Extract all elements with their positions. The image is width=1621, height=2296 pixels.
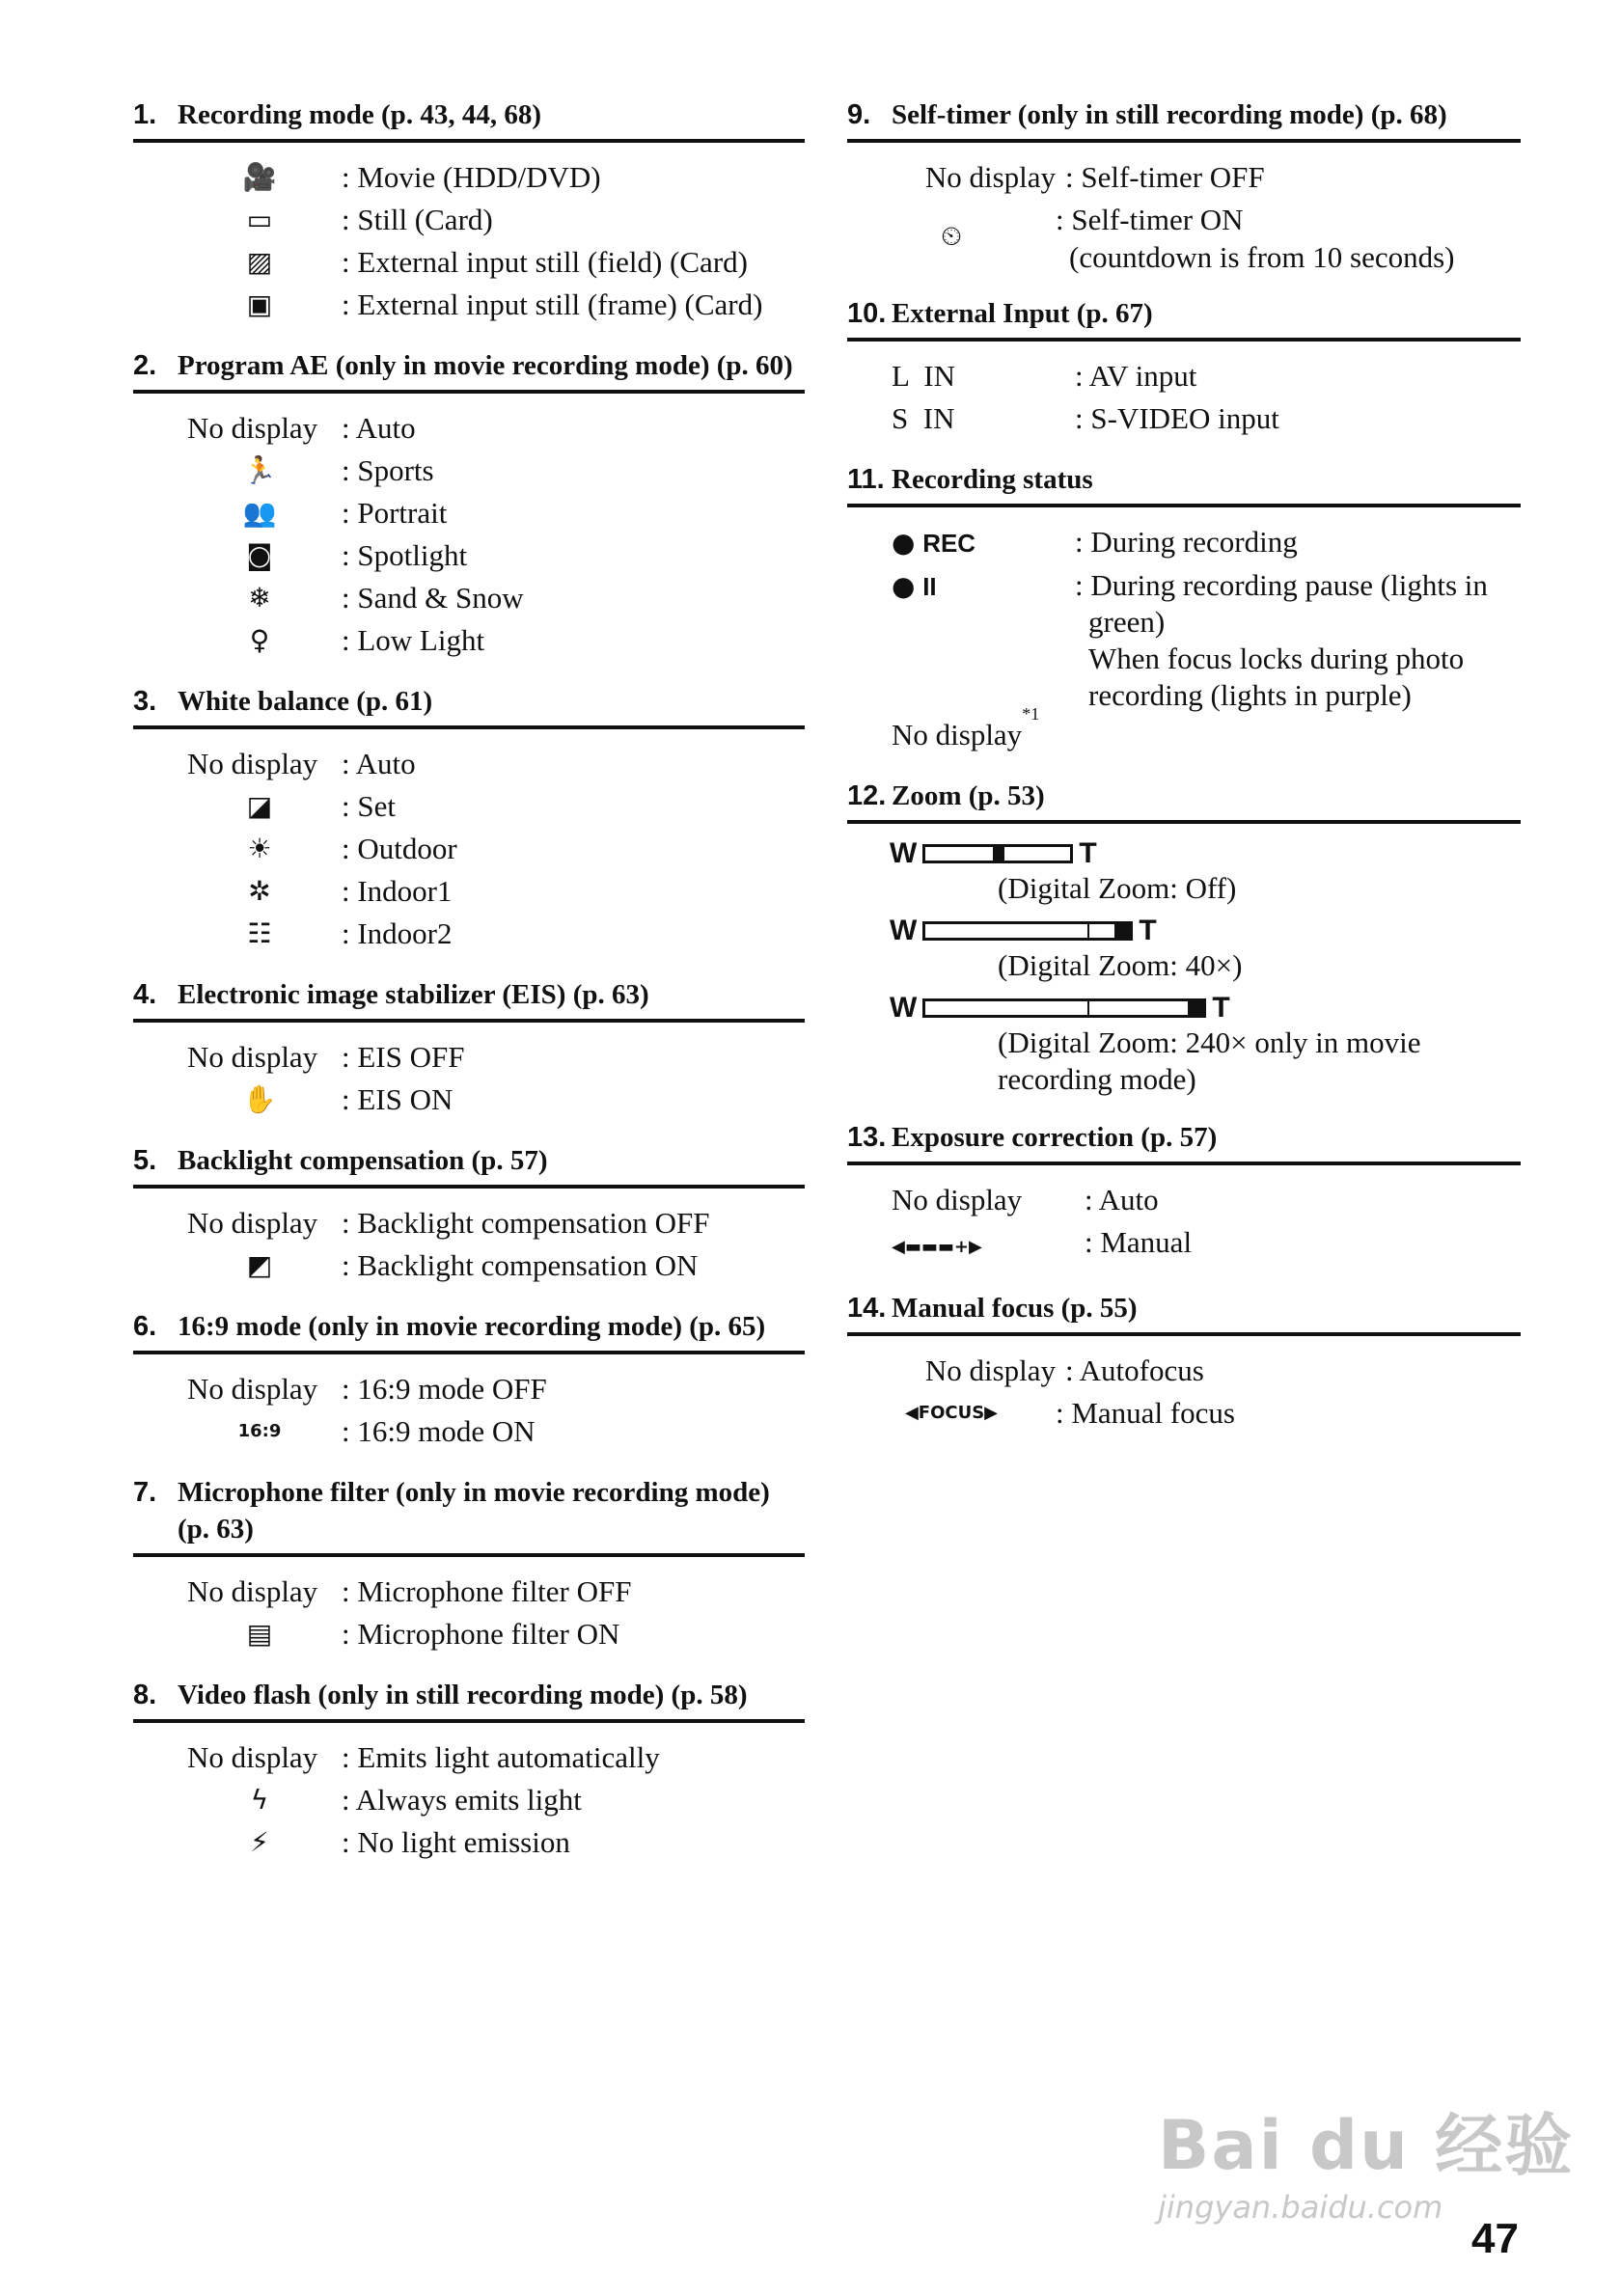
item-value: : Sand & Snow — [342, 581, 524, 615]
zoom-bar — [922, 921, 1133, 941]
item-key: L IN — [892, 359, 955, 393]
item-value: : Sports — [342, 453, 434, 487]
item-key: No display — [187, 1372, 318, 1406]
item-value: : During recording — [1075, 525, 1298, 559]
external-still-field-icon: ▨ — [246, 246, 273, 278]
item-key: No display — [187, 1574, 318, 1608]
item-value: : 16:9 mode ON — [342, 1414, 536, 1448]
wb-set-icon: ◪ — [246, 790, 273, 822]
section-title: Program AE (only in movie recording mode) (p. 60) — [178, 350, 793, 381]
section-8 — [133, 1677, 805, 1864]
item-value: : Backlight compensation OFF — [342, 1206, 710, 1240]
item-key: No display — [187, 1206, 318, 1240]
list-item — [847, 564, 1521, 714]
item-value: : During recording pause (lights in — [1075, 568, 1488, 602]
list-item — [133, 1368, 805, 1410]
item-value: : Manual focus — [1056, 1396, 1235, 1430]
section-title: 16:9 mode (only in movie recording mode) (p. 65) — [178, 1311, 766, 1342]
list-item — [133, 870, 805, 913]
list-item — [847, 156, 1521, 199]
flash-off-icon: ⚡ — [250, 1826, 269, 1858]
item-value: : EIS OFF — [342, 1040, 465, 1074]
item-value: : S-VIDEO input — [1075, 401, 1279, 435]
section-title: Manual focus (p. 55) — [892, 1293, 1138, 1324]
section-header — [133, 347, 805, 394]
indoor2-fluorescent-icon: ☷ — [247, 917, 272, 949]
flash-on-icon: ϟ — [250, 1784, 269, 1816]
item-value: : Set — [342, 789, 396, 823]
spotlight-icon: ◙ — [246, 539, 273, 571]
section-header — [133, 1474, 805, 1557]
rec-label: REC — [922, 529, 976, 558]
item-value: : Self-timer ON — [1056, 203, 1244, 236]
record-dot-icon: ● — [892, 527, 916, 559]
item-value: : Outdoor — [342, 832, 457, 865]
list-item — [847, 1392, 1521, 1435]
movie-camera-icon: 🎥 — [242, 161, 277, 193]
section-number: 3. — [133, 686, 157, 717]
section-header — [133, 1308, 805, 1354]
list-item — [133, 913, 805, 955]
backlight-icon: ◩ — [246, 1249, 273, 1281]
section-number: 10. — [847, 298, 887, 329]
section-title: Electronic image stabilizer (EIS) (p. 63) — [178, 979, 649, 1010]
item-value: : 16:9 mode OFF — [342, 1372, 547, 1406]
outdoor-sun-icon: ☀ — [247, 833, 272, 864]
zoom-tele-label: T — [1139, 915, 1157, 946]
section-header — [847, 778, 1521, 824]
self-timer-icon: ⏲ — [941, 220, 962, 252]
section-title: Zoom (p. 53) — [892, 780, 1045, 811]
zoom-wide-label: W — [890, 837, 918, 869]
item-value: : Microphone filter OFF — [342, 1574, 632, 1608]
section-title: Backlight compensation (p. 57) — [178, 1145, 548, 1176]
zoom-bar-240x — [890, 992, 1521, 1025]
indoor1-bulb-icon: ✲ — [248, 875, 271, 907]
list-item — [133, 1202, 805, 1244]
item-value: : Backlight compensation ON — [342, 1248, 699, 1282]
section-self-timer — [847, 96, 1521, 274]
list-item — [133, 1036, 805, 1079]
section-title: Self-timer (only in still recording mode) (p. 68) — [892, 99, 1447, 130]
item-value: : Auto — [342, 411, 416, 445]
list-item — [133, 828, 805, 870]
item-value: : Low Light — [342, 623, 485, 657]
item-value: : Auto — [342, 747, 416, 780]
item-key: S IN — [892, 401, 955, 435]
left-column — [133, 96, 805, 1885]
zoom-tele-label: T — [1079, 837, 1097, 869]
list-item — [133, 284, 805, 326]
zoom-caption: recording mode) — [998, 1062, 1196, 1096]
right-column — [847, 96, 1521, 1456]
section-number: 4. — [133, 979, 157, 1010]
item-key: No display — [187, 1740, 318, 1774]
section-title: External Input (p. 67) — [892, 298, 1153, 329]
section-header — [847, 1119, 1521, 1165]
section-7 — [133, 1474, 805, 1655]
item-value: : Portrait — [342, 496, 448, 530]
list-item — [133, 199, 805, 241]
section-number: 1. — [133, 99, 157, 130]
section-1 — [133, 96, 805, 326]
list-item — [847, 397, 1521, 440]
list-item — [133, 492, 805, 534]
item-subtext: recording (lights in purple) — [1088, 678, 1412, 712]
portrait-icon: 👥 — [242, 497, 277, 529]
watermark-brand: Bai du 经验 — [1158, 2106, 1575, 2185]
item-value: : AV input — [1075, 359, 1197, 393]
list-item — [133, 1410, 805, 1453]
section-header — [133, 683, 805, 729]
list-item — [133, 1613, 805, 1655]
list-item — [133, 1821, 805, 1864]
item-value: : EIS ON — [342, 1082, 453, 1116]
still-card-icon: ▭ — [246, 204, 273, 235]
manual-focus-icon: ◀FOCUS▶ — [904, 1403, 999, 1423]
section-header — [847, 1290, 1521, 1336]
section-title: Exposure correction (p. 57) — [892, 1122, 1218, 1153]
section-exposure — [847, 1119, 1521, 1269]
external-still-frame-icon: ▣ — [246, 288, 273, 320]
pause-indicator — [847, 564, 1075, 714]
low-light-icon: ♀ — [249, 624, 270, 656]
section-2 — [133, 347, 805, 662]
zoom-bar — [922, 844, 1073, 863]
item-value: : Still (Card) — [342, 203, 493, 236]
list-item — [133, 534, 805, 577]
sports-icon: 🏃 — [242, 454, 277, 486]
item-subtext: (countdown is from 10 seconds) — [1069, 240, 1455, 274]
section-title: Microphone filter (only in movie recording mode) (p. 63) — [178, 1477, 770, 1544]
section-zoom — [847, 778, 1521, 1098]
list-item — [847, 199, 1521, 274]
section-header — [133, 1142, 805, 1189]
item-value: : Indoor1 — [342, 874, 453, 908]
section-header — [133, 976, 805, 1023]
sand-snow-icon: ❄ — [248, 582, 271, 614]
item-key: No display — [924, 160, 1056, 194]
item-key: No display — [187, 411, 318, 445]
item-value: : External input still (frame) (Card) — [342, 287, 763, 321]
list-item — [133, 241, 805, 284]
zoom-bar-off — [890, 837, 1521, 870]
section-3 — [133, 683, 805, 955]
rec-indicator — [847, 521, 1075, 564]
item-key: No display — [892, 1183, 1023, 1216]
item-value: : No light emission — [342, 1825, 570, 1859]
section-title: Recording mode (p. 43, 44, 68) — [178, 99, 541, 130]
mic-filter-icon: ▤ — [246, 1618, 273, 1650]
section-title: White balance (p. 61) — [178, 686, 433, 717]
list-item — [847, 1179, 1521, 1221]
zoom-caption: (Digital Zoom: 240× only in movie — [998, 1025, 1421, 1059]
section-number: 11. — [847, 464, 885, 495]
section-external-input — [847, 295, 1521, 440]
section-number: 12. — [847, 780, 887, 811]
watermark-url: jingyan.baidu.com — [1158, 2189, 1443, 2226]
section-number: 6. — [133, 1311, 157, 1342]
item-value: : Microphone filter ON — [342, 1617, 620, 1651]
section-number: 7. — [133, 1477, 157, 1508]
exposure-bar-icon: ◀▬▬▬+▶ — [892, 1237, 982, 1257]
record-dot-icon: ● — [892, 570, 916, 602]
section-number: 14. — [847, 1293, 887, 1324]
list-item — [133, 450, 805, 492]
list-item — [133, 1736, 805, 1779]
item-value: : Emits light automatically — [342, 1740, 660, 1774]
zoom-caption: (Digital Zoom: Off) — [998, 871, 1237, 905]
item-value: : Spotlight — [342, 538, 468, 572]
item-value: : Manual — [1085, 1225, 1193, 1259]
section-manual-focus — [847, 1290, 1521, 1435]
pause-icon: II — [922, 572, 937, 601]
wide-16-9-icon: 16:9 — [237, 1421, 282, 1441]
item-subtext: When focus locks during photo — [1088, 642, 1465, 675]
section-6 — [133, 1308, 805, 1453]
list-item — [847, 704, 1521, 756]
list-item — [133, 1244, 805, 1287]
item-value: : Always emits light — [342, 1783, 582, 1817]
item-value: : Auto — [1085, 1183, 1159, 1216]
zoom-caption: (Digital Zoom: 40×) — [998, 948, 1243, 982]
section-header — [133, 1677, 805, 1723]
section-recording-status — [847, 461, 1521, 756]
item-value: : Self-timer OFF — [1065, 160, 1265, 194]
item-value: : Autofocus — [1065, 1353, 1204, 1387]
zoom-bar — [922, 998, 1206, 1018]
section-header — [847, 461, 1521, 507]
zoom-tele-label: T — [1212, 992, 1230, 1024]
section-title: Recording status — [892, 464, 1093, 495]
section-number: 2. — [133, 350, 157, 381]
list-item — [133, 743, 805, 785]
page-number: 47 — [1471, 2215, 1519, 2262]
eis-hand-icon: ✋ — [242, 1083, 277, 1115]
zoom-wide-label: W — [890, 915, 918, 946]
section-title: Video flash (only in still recording mode) (p. 58) — [178, 1680, 748, 1710]
list-item — [133, 156, 805, 199]
section-header — [847, 96, 1521, 143]
section-number: 13. — [847, 1122, 887, 1153]
watermark — [1158, 2091, 1574, 2226]
section-header — [133, 96, 805, 143]
section-number: 8. — [133, 1680, 157, 1710]
section-4 — [133, 976, 805, 1121]
item-key: No display — [892, 718, 1023, 752]
list-item — [133, 1079, 805, 1121]
list-item — [847, 1221, 1521, 1269]
item-key: No display — [924, 1353, 1056, 1387]
item-value: : Movie (HDD/DVD) — [342, 160, 601, 194]
section-number: 9. — [847, 99, 871, 130]
item-key: No display — [187, 747, 318, 780]
item-subtext: green) — [1088, 605, 1166, 639]
list-item — [847, 521, 1521, 564]
list-item — [133, 619, 805, 662]
footnote-marker: *1 — [1022, 704, 1040, 724]
list-item — [133, 1571, 805, 1613]
item-value: : Indoor2 — [342, 916, 453, 950]
section-header — [847, 295, 1521, 342]
item-value: : External input still (field) (Card) — [342, 245, 748, 279]
list-item — [133, 577, 805, 619]
zoom-bar-40x — [890, 915, 1521, 947]
list-item — [847, 1350, 1521, 1392]
item-key: No display — [187, 1040, 318, 1074]
section-5 — [133, 1142, 805, 1287]
zoom-wide-label: W — [890, 992, 918, 1024]
list-item — [133, 1779, 805, 1821]
list-item — [133, 407, 805, 450]
list-item — [847, 355, 1521, 397]
list-item — [133, 785, 805, 828]
section-number: 5. — [133, 1145, 157, 1176]
